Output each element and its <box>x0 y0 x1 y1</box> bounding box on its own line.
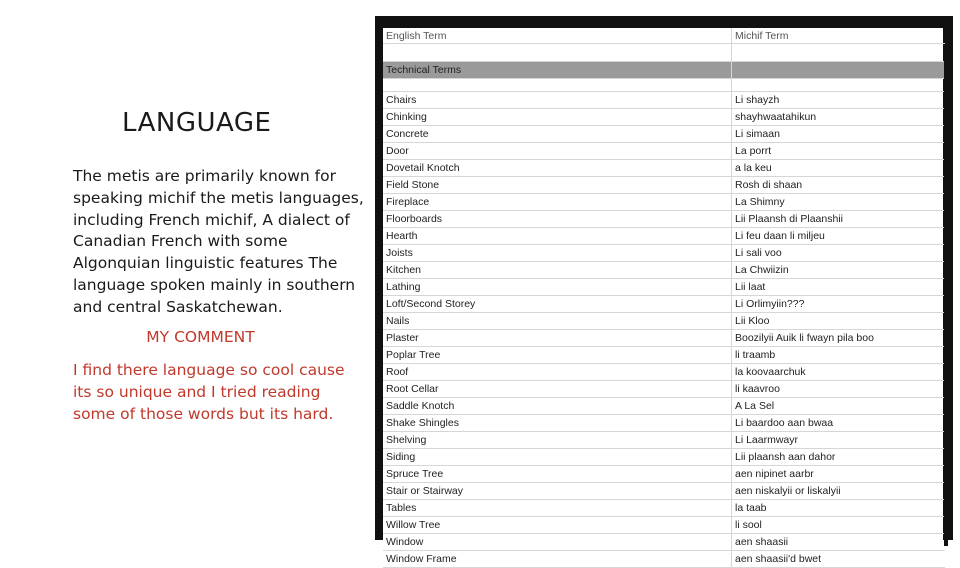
michif-term-cell: aen shaasii <box>732 534 946 551</box>
michif-term-cell: aen shaasii'd bwet <box>732 551 946 568</box>
table-row <box>383 126 945 143</box>
comment-title: MY COMMENT <box>146 328 255 346</box>
michif-term-cell: Lii plaansh aan dahor <box>732 449 946 466</box>
table-row <box>383 92 945 109</box>
table-header-row <box>383 28 945 44</box>
michif-term-cell: a la keu <box>732 160 946 177</box>
table-row <box>383 483 945 500</box>
michif-term-cell: Li feu daan li miljeu <box>732 228 946 245</box>
michif-term-cell: shayhwaatahikun <box>732 109 946 126</box>
michif-term-cell: La porrt <box>732 143 946 160</box>
table-row <box>383 330 945 347</box>
english-term-cell: Shelving <box>383 432 732 449</box>
table-row <box>383 432 945 449</box>
english-term-cell: Fireplace <box>383 194 732 211</box>
michif-term-cell: aen nipinet aarbr <box>732 466 946 483</box>
english-term-cell: Window Frame <box>383 551 732 568</box>
table-screenshot-frame <box>375 16 953 565</box>
table-row <box>383 449 945 466</box>
english-term-cell: Chairs <box>383 92 732 109</box>
english-term-cell: Door <box>383 143 732 160</box>
english-term-cell: Chinking <box>383 109 732 126</box>
table-row <box>383 347 945 364</box>
table-row <box>383 194 945 211</box>
michif-term-cell: Li sali voo <box>732 245 946 262</box>
table-row <box>383 109 945 126</box>
table-section-row <box>383 62 945 79</box>
michif-term-cell: Lii Kloo <box>732 313 946 330</box>
michif-term-cell: Li Laarmwayr <box>732 432 946 449</box>
english-term-cell: Spruce Tree <box>383 466 732 483</box>
english-term-cell: Loft/Second Storey <box>383 296 732 313</box>
english-term-cell: Stair or Stairway <box>383 483 732 500</box>
table-gap-row <box>383 79 945 92</box>
slide-title: LANGUAGE <box>122 108 272 138</box>
michif-term-cell: Lii Plaansh di Plaanshii <box>732 211 946 228</box>
header-english: English Term <box>383 28 732 44</box>
slide-body-text: The metis are primarily known for speaking michif the metis languages, including French michif, A dialect of Canadian French with some Algonquian linguistic features The language spoken mainly in southern and central Saskatchewan. <box>73 167 364 316</box>
english-term-cell: Dovetail Knotch <box>383 160 732 177</box>
english-term-cell: Root Cellar <box>383 381 732 398</box>
english-term-cell: Floorboards <box>383 211 732 228</box>
english-term-cell: Shake Shingles <box>383 415 732 432</box>
english-term-cell: Willow Tree <box>383 517 732 534</box>
table-row <box>383 500 945 517</box>
header-michif: Michif Term <box>732 28 946 44</box>
table-row <box>383 551 945 568</box>
english-term-cell: Roof <box>383 364 732 381</box>
table-spacer-row <box>383 44 945 62</box>
michif-term-cell: li kaavroo <box>732 381 946 398</box>
text-panel <box>0 0 375 540</box>
table-row <box>383 211 945 228</box>
table-row <box>383 415 945 432</box>
table-row <box>383 313 945 330</box>
gap-cell <box>732 79 946 92</box>
table-row <box>383 228 945 245</box>
section-label: Technical Terms <box>383 62 732 79</box>
table-row <box>383 517 945 534</box>
michif-term-cell: li traamb <box>732 347 946 364</box>
table-screenshot <box>383 28 943 565</box>
comment-body: I find there language so cool cause its so unique and I tried reading some of those words but its hard. <box>73 361 345 423</box>
section-empty-cell <box>732 62 946 79</box>
michif-term-cell: aen niskalyii or liskalyii <box>732 483 946 500</box>
michif-term-cell: Li baardoo aan bwaa <box>732 415 946 432</box>
english-term-cell: Window <box>383 534 732 551</box>
michif-term-cell: Lii laat <box>732 279 946 296</box>
table-row <box>383 398 945 415</box>
english-term-cell: Joists <box>383 245 732 262</box>
english-term-cell: Hearth <box>383 228 732 245</box>
table-row <box>383 262 945 279</box>
table-row <box>383 177 945 194</box>
english-term-cell: Kitchen <box>383 262 732 279</box>
michif-term-cell: A La Sel <box>732 398 946 415</box>
michif-term-cell: Rosh di shaan <box>732 177 946 194</box>
michif-term-cell: Li simaan <box>732 126 946 143</box>
table-row <box>383 245 945 262</box>
english-term-cell: Poplar Tree <box>383 347 732 364</box>
michif-term-cell: la koovaarchuk <box>732 364 946 381</box>
english-term-cell: Lathing <box>383 279 732 296</box>
table-row <box>383 364 945 381</box>
english-term-cell: Siding <box>383 449 732 466</box>
michif-term-cell: La Chwiizin <box>732 262 946 279</box>
gap-cell <box>383 79 732 92</box>
michif-term-cell: la taab <box>732 500 946 517</box>
table-row <box>383 381 945 398</box>
michif-term-cell: Boozilyii Auik li fwayn pila boo <box>732 330 946 347</box>
english-term-cell: Field Stone <box>383 177 732 194</box>
terms-table <box>383 28 945 568</box>
michif-term-cell: Li Orlimyiin??? <box>732 296 946 313</box>
table-row <box>383 279 945 296</box>
english-term-cell: Nails <box>383 313 732 330</box>
table-row <box>383 534 945 551</box>
table-row <box>383 296 945 313</box>
table-row <box>383 466 945 483</box>
table-row <box>383 160 945 177</box>
michif-term-cell: La Shimny <box>732 194 946 211</box>
spacer-cell <box>732 44 946 62</box>
michif-term-cell: Li shayzh <box>732 92 946 109</box>
english-term-cell: Saddle Knotch <box>383 398 732 415</box>
michif-term-cell: li sool <box>732 517 946 534</box>
table-row <box>383 143 945 160</box>
frame-edge <box>944 46 948 546</box>
spacer-cell <box>383 44 732 62</box>
english-term-cell: Plaster <box>383 330 732 347</box>
english-term-cell: Tables <box>383 500 732 517</box>
english-term-cell: Concrete <box>383 126 732 143</box>
